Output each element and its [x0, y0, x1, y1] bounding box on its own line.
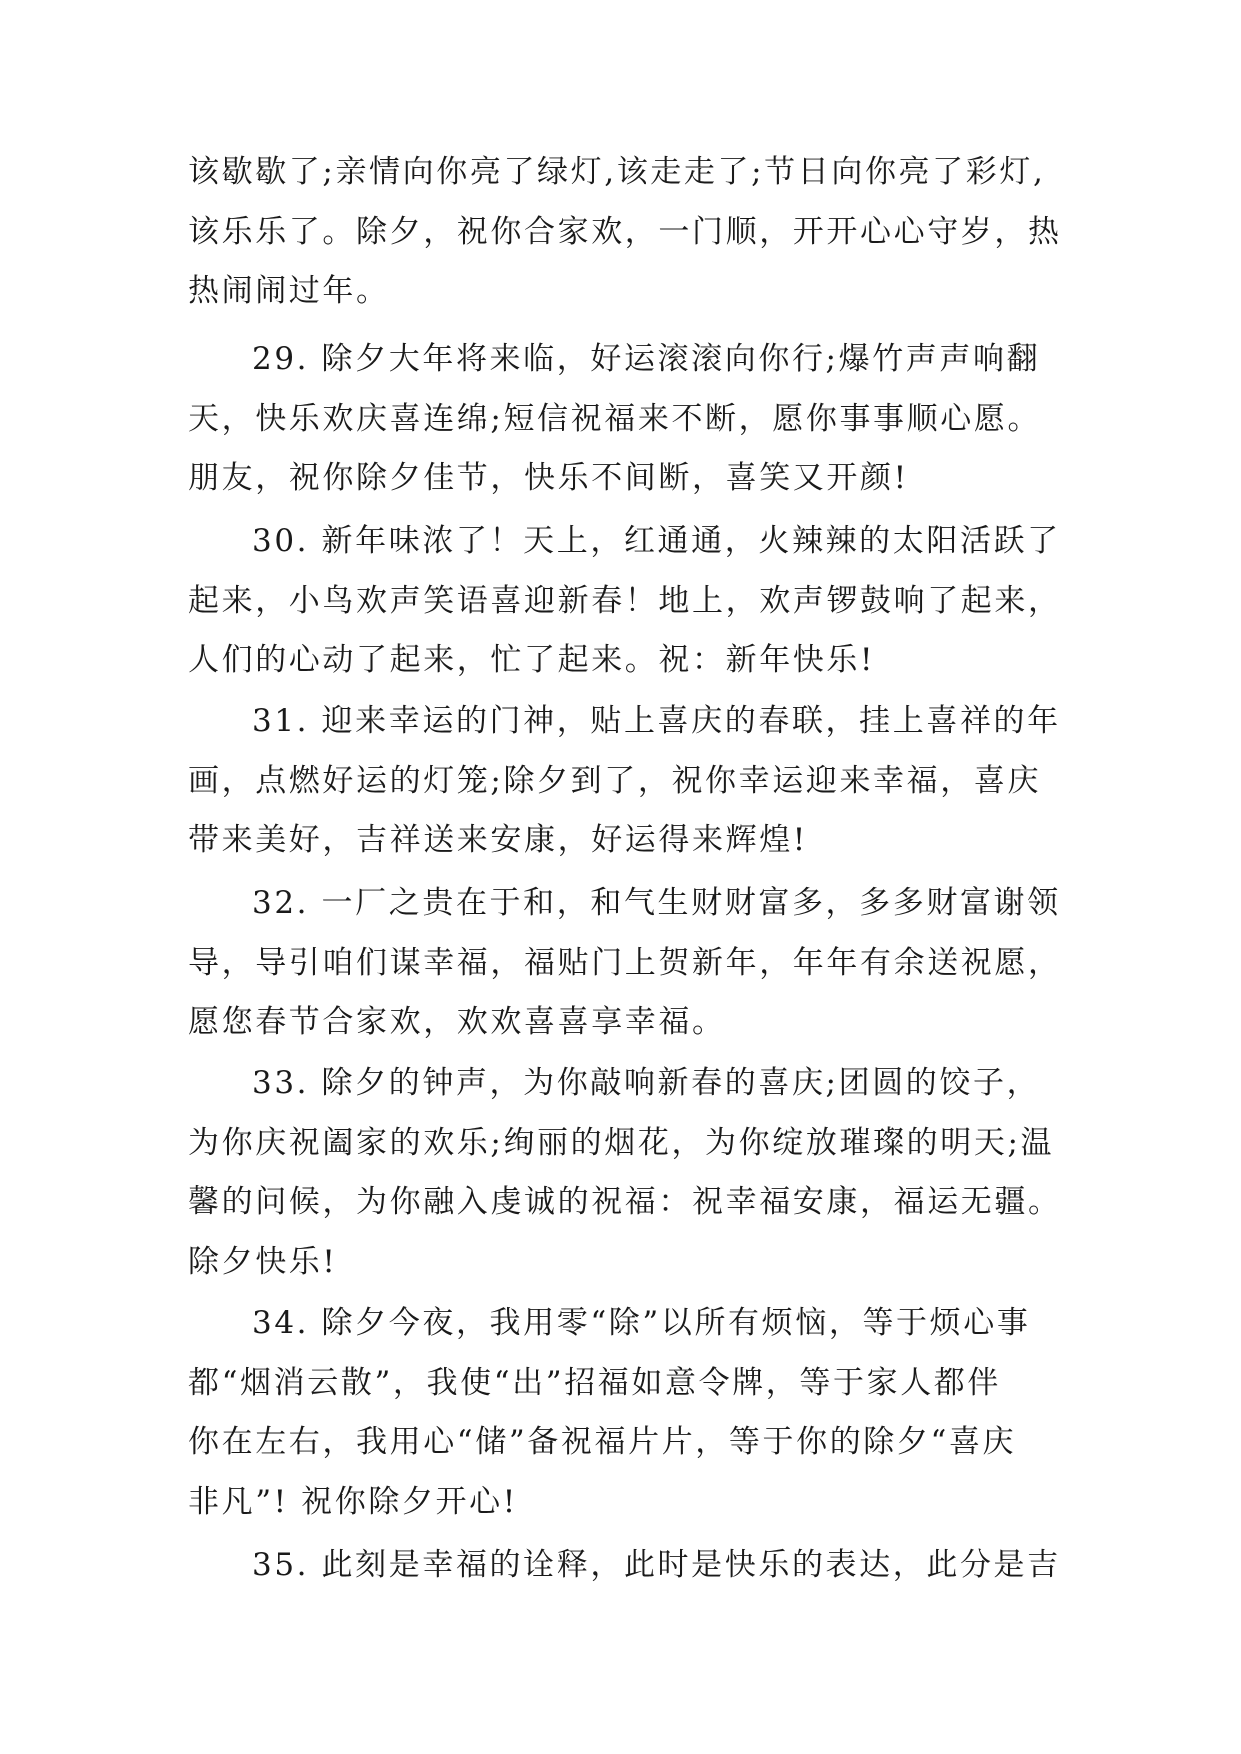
text-line: 愿您春节合家欢，欢欢喜喜享幸福。	[188, 1004, 726, 1040]
paragraph-29-line: 29. 除夕大年将来临，好运滚滚向你行;爆竹声声响翻	[252, 341, 1041, 377]
paragraph-34-line: 34. 除夕今夜，我用零“除”以所有烦恼，等于烦心事	[252, 1305, 1031, 1341]
text-line: 该歇歇了;亲情向你亮了绿灯,该走走了;节日向你亮了彩灯,	[188, 154, 1046, 190]
text-line: 人们的心动了起来，忙了起来。祝：新年快乐!	[188, 642, 876, 678]
paragraph-31-line: 31. 迎来幸运的门神，贴上喜庆的春联，挂上喜祥的年	[252, 703, 1061, 739]
paragraph-33-line: 33. 除夕的钟声，为你敲响新春的喜庆;团圆的饺子，	[252, 1065, 1041, 1101]
text-line: 画，点燃好运的灯笼;除夕到了，祝你幸运迎来幸福，喜庆	[188, 763, 1042, 799]
text-line: 都“烟消云散”，我使“出”招福如意令牌，等于家人都伴	[188, 1365, 1001, 1401]
text-line: 馨的问候，为你融入虔诚的祝福：祝幸福安康，福运无疆。	[188, 1184, 1062, 1220]
text-line: 除夕快乐!	[188, 1244, 338, 1280]
text-line: 非凡”! 祝你除夕开心!	[188, 1484, 518, 1520]
text-line: 朋友，祝你除夕佳节，快乐不间断，喜笑又开颜!	[188, 460, 909, 496]
text-line: 该乐乐了。除夕，祝你合家欢，一门顺，开开心心守岁，热	[188, 214, 1062, 250]
text-line: 为你庆祝阖家的欢乐;绚丽的烟花，为你绽放璀璨的明天;温	[188, 1125, 1055, 1161]
text-line: 带来美好，吉祥送来安康，好运得来辉煌!	[188, 822, 808, 858]
text-line: 热闹闹过年。	[188, 273, 390, 309]
text-line: 你在左右，我用心“储”备祝福片片，等于你的除夕“喜庆	[188, 1424, 1017, 1460]
text-line: 起来，小鸟欢声笑语喜迎新春！地上，欢声锣鼓响了起来，	[188, 583, 1062, 619]
paragraph-30-line: 30. 新年味浓了！天上，红通通，火辣辣的太阳活跃了	[252, 523, 1061, 559]
paragraph-32-line: 32. 一厂之贵在于和，和气生财财富多，多多财富谢领	[252, 885, 1061, 921]
text-line: 天，快乐欢庆喜连绵;短信祝福来不断，愿你事事顺心愿。	[188, 401, 1042, 437]
paragraph-35-line: 35. 此刻是幸福的诠释，此时是快乐的表达，此分是吉	[252, 1547, 1061, 1583]
text-line: 导，导引咱们谋幸福，福贴门上贺新年，年年有余送祝愿，	[188, 945, 1062, 981]
